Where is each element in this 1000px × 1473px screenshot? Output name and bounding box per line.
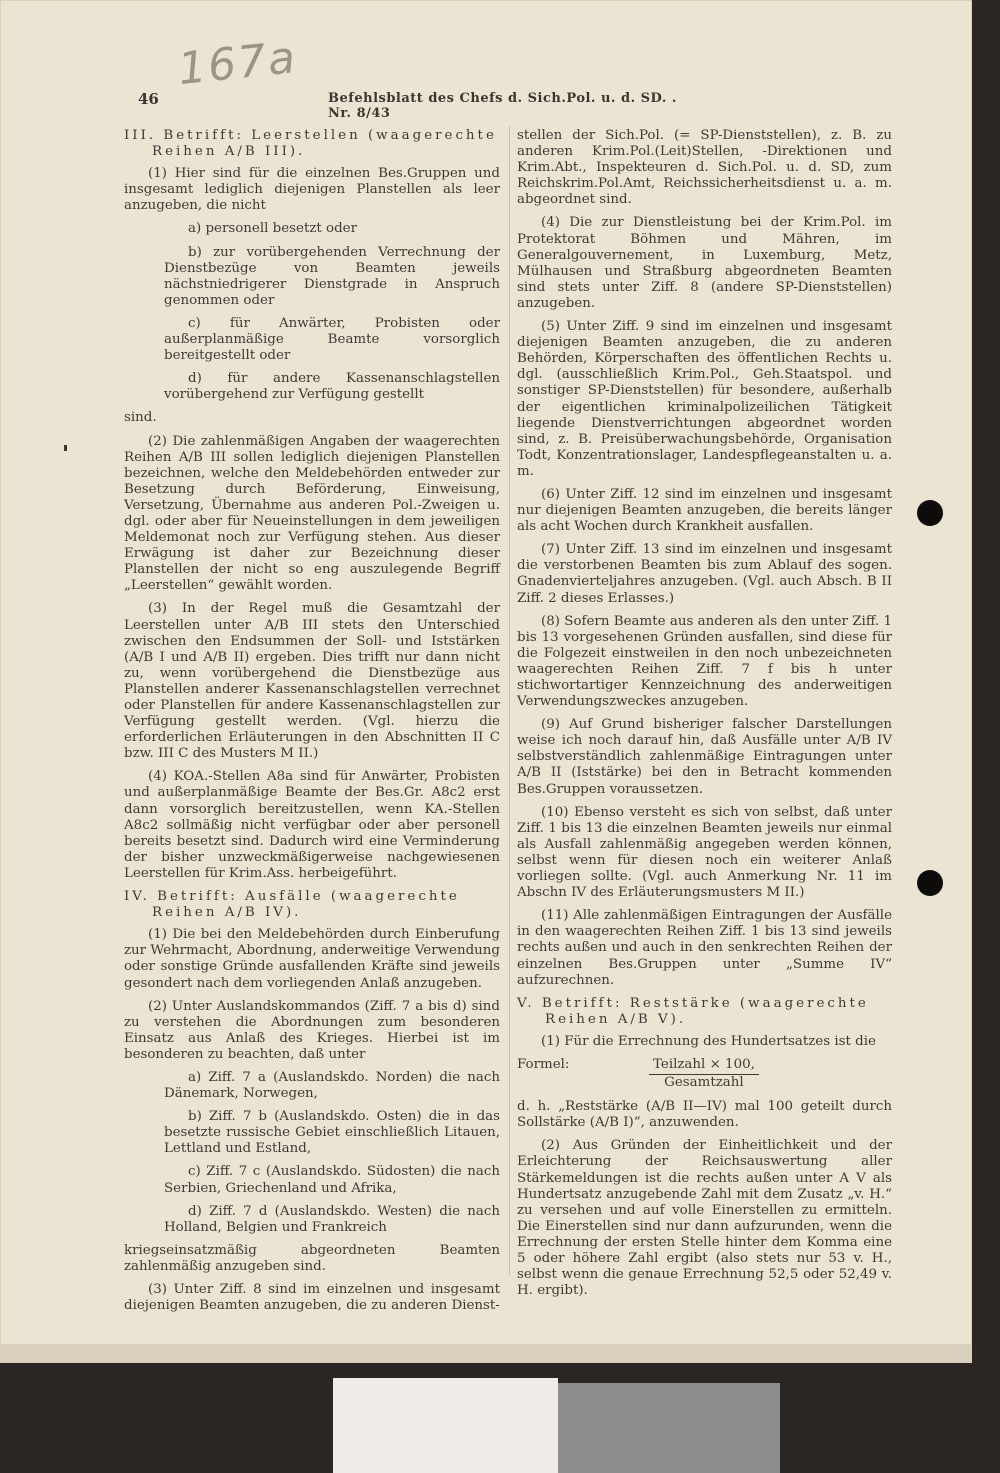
text-paragraph: (11) Alle zahlenmäßigen Eintragungen der Ausfälle in den waagerechten Reihen Ziff. 1 bis 13 sind jeweils rechts außen und auch in den senkrechten Reihen der einzelnen Bes.Gruppen unter „Summe IV“ aufzurechnen. <box>517 908 892 988</box>
text-paragraph: kriegseinsatzmäßig abgeordneten Beamten zahlenmäßig anzugeben sind. <box>124 1242 500 1274</box>
list-item: d) Ziff. 7 d (Auslandskdo. Westen) die nach Holland, Belgien und Frankreich <box>164 1203 500 1235</box>
paper-bottom-edge <box>0 1345 972 1363</box>
right-text-column <box>517 128 892 1306</box>
list-item: d) für andere Kassenanschlagstellen vorübergehend zur Verfügung gestellt <box>164 371 500 403</box>
list-item: c) für Anwärter, Probisten oder außerplanmäßige Beamte vorsorglich bereitgestellt oder <box>164 315 500 364</box>
text-paragraph: (4) KOA.-Stellen A8a sind für Anwärter, Probisten und außerplanmäßige Beamte der Bes.Gr. A8c2 erst dann vorsorglich bereitzustellen, wenn KA.-Stellen A8c2 sollmäßig nicht verfügbar oder aber personell bereits besetzt sind. Dadurch wird eine Verminderung der bisher unzweckmäßigerweise nachgewiesenen Leerstellen für Krim.Ass. herbeigeführt. <box>124 769 500 881</box>
text-paragraph: sind. <box>124 410 157 426</box>
section-heading-line: Reihen A/B IV). <box>152 905 302 921</box>
text-paragraph: (1) Für die Errechnung des Hundertsatzes ist die <box>541 1033 876 1049</box>
text-paragraph: (2) Unter Auslandskommandos (Ziff. 7 a bis d) sind zu verstehen die Abordnungen zum besonderen Einsatz aus Anlaß des Krieges. Hierbei ist im besonderen zu beachten, daß unter <box>124 998 500 1062</box>
list-item: a) personell besetzt oder <box>188 221 357 237</box>
text-paragraph: (6) Unter Ziff. 12 sind im einzelnen und insgesamt nur diejenigen Beamten anzugeben, die bereits länger als acht Wochen durch Krankheit ausfallen. <box>517 486 892 535</box>
formula <box>517 1057 892 1091</box>
text-paragraph: (7) Unter Ziff. 13 sind im einzelnen und insgesamt die verstorbenen Beamten bis zum Ablauf des sogen. Gnadenvierteljahres anzugeben. (Vgl. auch Absch. B II Ziff. 2 dieses Erlasses.) <box>517 542 892 606</box>
text-paragraph: (1) Hier sind für die einzelnen Bes.Gruppen und insgesamt lediglich diejenigen Planstellen als leer anzugeben, die nicht <box>124 166 500 214</box>
page-number: 46 <box>138 90 159 108</box>
scan-calibration-gray <box>558 1383 780 1473</box>
text-paragraph: (4) Die zur Dienstleistung bei der Krim.Pol. im Protektorat Böhmen und Mähren, im Generalgouvernement, in Luxemburg, Metz, Mülhausen und Straßburg abgeordneten Beamten sind stets unter Ziff. 8 (andere SP-Dienststellen) anzugeben. <box>517 215 892 311</box>
text-paragraph: (8) Sofern Beamte aus anderen als den unter Ziff. 1 bis 13 vorgesehenen Gründen ausfallen, sind diese für die Folgezeit einstweilen in den noch unbezeichneten waagerechten Reihen Ziff. 7 f bis h unter stichwortartiger Kennzeichnung des anderweitigen Verwendungszweckes anzugeben. <box>517 613 892 710</box>
formula-denominator: Gesamtzahl <box>664 1075 744 1091</box>
column-divider <box>509 126 510 1276</box>
section-heading-line: Reihen A/B III). <box>152 144 306 160</box>
left-text-column <box>124 128 500 1321</box>
list-item: a) Ziff. 7 a (Auslandskdo. Norden) die nach Dänemark, Norwegen, <box>164 1069 500 1102</box>
section-heading <box>124 128 500 160</box>
punch-hole-lower <box>917 870 943 896</box>
handwritten-page-note: 167a <box>175 31 300 96</box>
formula-fraction <box>649 1057 759 1091</box>
section-heading <box>124 889 500 921</box>
text-paragraph: (1) Die bei den Meldebehörden durch Einberufung zur Wehrmacht, Abordnung, anderweitige Verwendung oder sonstige Gründe ausfallenden Kräfte sind jeweils gesondert nach dem vorliegenden Anlaß anzugeben. <box>124 927 500 991</box>
text-paragraph: (5) Unter Ziff. 9 sind im einzelnen und insgesamt diejenigen Beamten anzugeben, die zu anderen Behörden, Körperschaften des öffentlichen Rechts u. dgl. (ausschließlich Krim.Pol., Geh.Staatspol. und sonstiger SP-Dienststellen) für besondere, außerhalb der eigentlichen kriminalpolizeilichen Tätigkeit liegende Dienstverrichtungen abgeordnet worden sind, z. B. Preisüberwachungsbehörde, Organisation Todt, Konzentrationslager, Landespflegeanstalten u. a. m. <box>517 319 892 479</box>
section-heading-line: Reihen A/B V). <box>545 1011 687 1027</box>
text-paragraph: (3) Unter Ziff. 8 sind im einzelnen und insgesamt diejenigen Beamten anzugeben, die zu anderen Dienst- <box>124 1282 500 1314</box>
scan-calibration-white <box>333 1378 558 1473</box>
section-heading-line: III. Betrifft: Leerstellen (waagerechte <box>124 128 497 143</box>
publication-title: Befehlsblatt des Chefs d. Sich.Pol. u. d. SD. . Nr. 8/43 <box>328 91 677 121</box>
punch-hole-upper <box>917 500 943 526</box>
list-item: c) Ziff. 7 c (Auslandskdo. Südosten) die nach Serbien, Griechenland und Afrika, <box>164 1164 500 1196</box>
section-heading <box>517 996 892 1028</box>
list-item: b) Ziff. 7 b (Auslandskdo. Osten) die in das besetzte russische Gebiet einschließlich Litauen, Lettland und Estland, <box>164 1109 500 1157</box>
text-paragraph: d. h. „Reststärke (A/B II—IV) mal 100 geteilt durch Sollstärke (A/B I)“, anzuwenden. <box>517 1099 892 1131</box>
margin-mark <box>64 445 67 451</box>
formula-label: Formel: <box>517 1056 570 1072</box>
text-paragraph: (2) Die zahlenmäßigen Angaben der waagerechten Reihen A/B III sollen lediglich diejenigen Planstellen bezeichnen, welche den Meldebehörden entweder zur Besetzung durch Beförderung, Einweisung, Versetzung, Übernahme aus anderen Pol.-Zweigen u. dgl. oder aber für Neueinstellungen in dem jeweiligen Meldemonat noch zur Verfügung stehen. Aus dieser Erwägung ist daher zur Bezeichnung dieser Planstellen der nicht so eng auszulegende Begriff „Leerstellen“ gewählt worden. <box>124 433 500 594</box>
formula-numerator: Teilzahl × 100, <box>649 1057 759 1075</box>
text-paragraph: (3) In der Regel muß die Gesamtzahl der Leerstellen unter A/B III stets den Unterschied zwischen den Endsummen der Soll- und Iststärken (A/B I und A/B II) ergeben. Dies trifft nur dann nicht zu, wenn vorübergehend die Dienstbezüge aus Planstellen anderer Kassenanschlagstellen verrechnet oder Planstellen für andere Kassenanschlagstellen zur Verfügung gestellt werden. (Vgl. hierzu die erforderlichen Erläuterungen in den Abschnitten II C bzw. III C des Musters M II.) <box>124 601 500 762</box>
section-heading-line: IV. Betrifft: Ausfälle (waagerechte <box>124 889 460 905</box>
page-header <box>138 90 698 121</box>
text-paragraph: (2) Aus Gründen der Einheitlichkeit und der Erleichterung der Reichsauswertung aller Stärkemeldungen ist die rechts außen unter A V als Hundertsatz anzugebende Zahl mit dem Zusatz „v. H.“ zu versehen und auf volle Einerstellen zu ermitteln. Die Einerstellen sind nur dann aufzurunden, wenn die Errechnung der ersten Stelle hinter dem Komma eine 5 oder höhere Zahl ergibt (also stets nur 53 v. H., selbst wenn die genaue Errechnung 52,5 oder 52,49 v. H. ergibt). <box>517 1138 892 1299</box>
list-item: b) zur vorübergehenden Verrechnung der Dienstbezüge von Beamten jeweils nächstniedrigerer Dienstgrade in Anspruch genommen oder <box>164 244 500 308</box>
section-heading-line: V. Betrifft: Reststärke (waagerechte <box>517 995 869 1011</box>
text-paragraph: (9) Auf Grund bisheriger falscher Darstellungen weise ich noch darauf hin, daß Ausfälle unter A/B IV selbstverständlich zahlenmäßige Eintragungen unter A/B II (Iststärke) bei den in Betracht kommenden Bes.Gruppen voraussetzen. <box>517 717 892 797</box>
text-paragraph: stellen der Sich.Pol. (= SP-Dienststellen), z. B. zu anderen Krim.Pol.(Leit)Stellen, -Direktionen und Krim.Abt., Inspekteuren d. Sich.Pol. u. d. SD, zum Reichskrim.Pol.Amt, Reichssicherheitsdienst u. a. m. abgeordnet sind. <box>517 128 892 208</box>
text-paragraph: (10) Ebenso versteht es sich von selbst, daß unter Ziff. 1 bis 13 die einzelnen Beamten jeweils nur einmal als Ausfall zahlenmäßig angegeben werden können, selbst wenn für diesen noch ein weiterer Anlaß vorliegen sollte. (Vgl. auch Anmerkung Nr. 11 im Abschn IV des Erläuterungsmusters M II.) <box>517 804 892 901</box>
